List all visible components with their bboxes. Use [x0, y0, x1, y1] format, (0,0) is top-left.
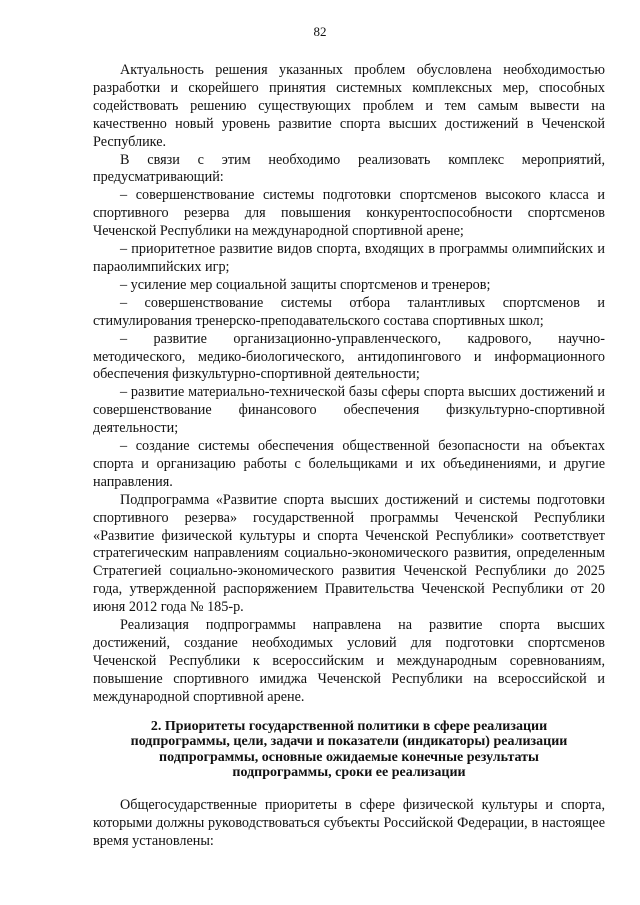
paragraph-relevance: Актуальность решения указанных проблем обусловлена необходимостью разработки и скорейшего принятия системных комплексных мер, способных содействовать решению существующих проблем и тем самым вывести на качественно новый уровень развитие спорта высших достижений в Чеченской Республике. [93, 62, 605, 150]
list-item-public-safety: – создание системы обеспечения общественной безопасности на объектах спорта и организацию работы с болельщиками и их объединениями, и другие направления. [93, 438, 605, 490]
paragraph-measures-intro: В связи с этим необходимо реализовать комплекс мероприятий, предусматривающий: [93, 151, 605, 186]
paragraph-priorities: Общегосударственные приоритеты в сфере физической культуры и спорта, которыми должны руководствоваться субъекты Российской Федерации, в настоящее время установлены: [93, 797, 605, 849]
list-item-organizational-support: – развитие организационно-управленческого, кадрового, научно-методического, медико-биологического, антидопингового и информационного обеспечения физкультурно-спортивной деятельности; [93, 330, 605, 383]
document-body [93, 62, 605, 851]
section-heading-line: подпрограммы, сроки ее реализации [232, 765, 466, 781]
list-item-training-system: – совершенствование системы подготовки спортсменов высокого класса и спортивного резерва для повышения конкурентоспособности спортсменов Чеченской Республики на международной спортивной арене; [93, 187, 605, 240]
paragraph-subprogram-goal: Реализация подпрограммы направлена на развитие спорта высших достижений, создание необходимых условий для подготовки спортсменов Чеченской Республики к всероссийским и международным соревнованиям, повышение спортивного имиджа Чеченской Республики на всероссийской и международной спортивной арене. [93, 617, 605, 705]
list-item-olympic-sports: – приоритетное развитие видов спорта, входящих в программы олимпийских и параолимпийских игр; [93, 241, 605, 275]
list-item-material-base: – развитие материально-технической базы сферы спорта высших достижений и совершенствование финансового обеспечения физкультурно-спортивной деятельности; [93, 384, 605, 437]
section-heading-line: 2. Приоритеты государственной политики в сфере реализации [150, 718, 548, 734]
paragraph-subprogram-strategy: Подпрограмма «Развитие спорта высших достижений и системы подготовки спортивного резерва» государственной программы Чеченской Республики «Развитие физической культуры и спорта Чеченской Республики» соответствует стратегическим направлениям социально-экономического развития, определенным Стратегией социально-экономического развития Чеченской Республики до 2025 года, утвержденной распоряжением Правительства Чеченской Республики от 20 июня 2012 года № 185-р. [93, 491, 605, 616]
section-heading-line: подпрограммы, цели, задачи и показатели (индикаторы) реализации [130, 734, 568, 750]
section-heading [93, 719, 605, 781]
list-item-talent-selection: – совершенствование системы отбора талантливых спортсменов и стимулирования тренерско-преподавательского состава спортивных школ; [93, 294, 605, 329]
section-heading-line: подпрограммы, основные ожидаемые конечные результаты [159, 749, 539, 765]
list-item-social-protection: – усиление мер социальной защиты спортсменов и тренеров; [120, 276, 491, 293]
page-number: 82 [313, 24, 327, 39]
